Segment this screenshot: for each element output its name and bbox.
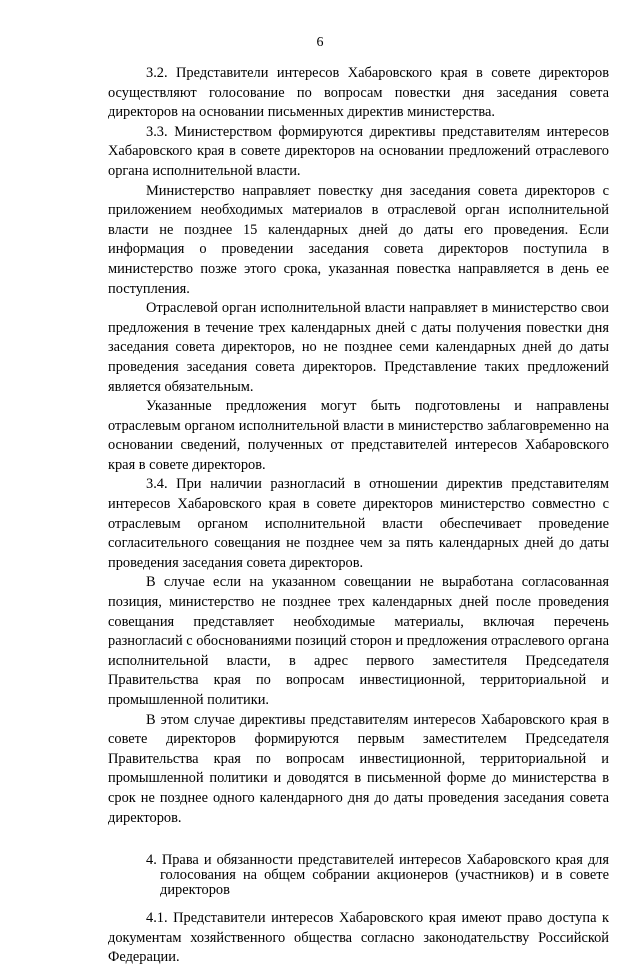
paragraph-3-3: 3.3. Министерством формируются директивы представителям интересов Хабаровского края в совете директоров на основании предложений отраслевого органа исполнительной власти. [108,123,609,179]
paragraph-disagreement: В случае если на указанном совещании не выработана согласованная позиция, министерство не позднее трех календарных дней после проведения совещания представляет необходимые материалы, включая перечень разногласий с обоснованиями позиций сторон и предложения отраслевого органа исполнительной власти, в адрес первого заместителя Председателя Правительства края по вопросам инвестиционной, территориальной и промышленной политики. [108,574,609,708]
document-body [108,64,609,968]
section-4-heading [108,853,609,898]
paragraph-3-2: 3.2. Представители интересов Хабаровского края в совете директоров осуществляют голосование по вопросам повестки дня заседания совета директоров на основании письменных директив министерства. [108,65,609,121]
paragraph-4-1: 4.1. Представители интересов Хабаровского края имеют право доступа к документам хозяйственного общества согласно законодательству Российской Федерации. [108,910,609,966]
section-4-heading-text: 4. Права и обязанности представителей интересов Хабаровского края для голосования на общем собрании акционеров (участников) и в совете директоров [146,852,609,899]
paragraph-agenda-forwarding: Министерство направляет повестку дня заседания совета директоров с приложением необходимых материалов в отраслевой орган исполнительной власти не позднее 15 календарных дней до даты его проведения. Если информация о проведении заседания совета директоров поступила в министерство позже этого срока, указанная повестка направляется в день ее поступления. [108,182,609,297]
paragraph-sector-proposals: Отраслевой орган исполнительной власти направляет в министерство свои предложения в течение трех календарных дней с даты получения повестки дня заседания совета директоров, но не позднее семи календарных дней до даты проведения заседания совета директоров. Представление таких предложений является обязательным. [108,300,609,395]
paragraph-directives-by-deputy: В этом случае директивы представителям интересов Хабаровского края в совете директоров формируются первым заместителем Председателя Правительства края по вопросам инвестиционной, территориальной и промышленной политики и доводятся в письменной форме до министерства в срок не позднее одного календарного дня до даты проведения заседания совета директоров. [108,711,609,826]
page-number: 6 [316,35,324,50]
paragraph-advance-proposals: Указанные предложения могут быть подготовлены и направлены отраслевым органом исполнительной власти в министерство заблаговременно на основании сведений, полученных от представителей интересов Хабаровского края в совете директоров. [108,398,609,473]
paragraph-3-4: 3.4. При наличии разногласий в отношении директив представителям интересов Хабаровского края в совете директоров министерство совместно с отраслевым органом исполнительной власти обеспечивает проведение согласительного совещания не позднее чем за пять календарных дней до даты проведения заседания совета директоров. [108,476,609,571]
